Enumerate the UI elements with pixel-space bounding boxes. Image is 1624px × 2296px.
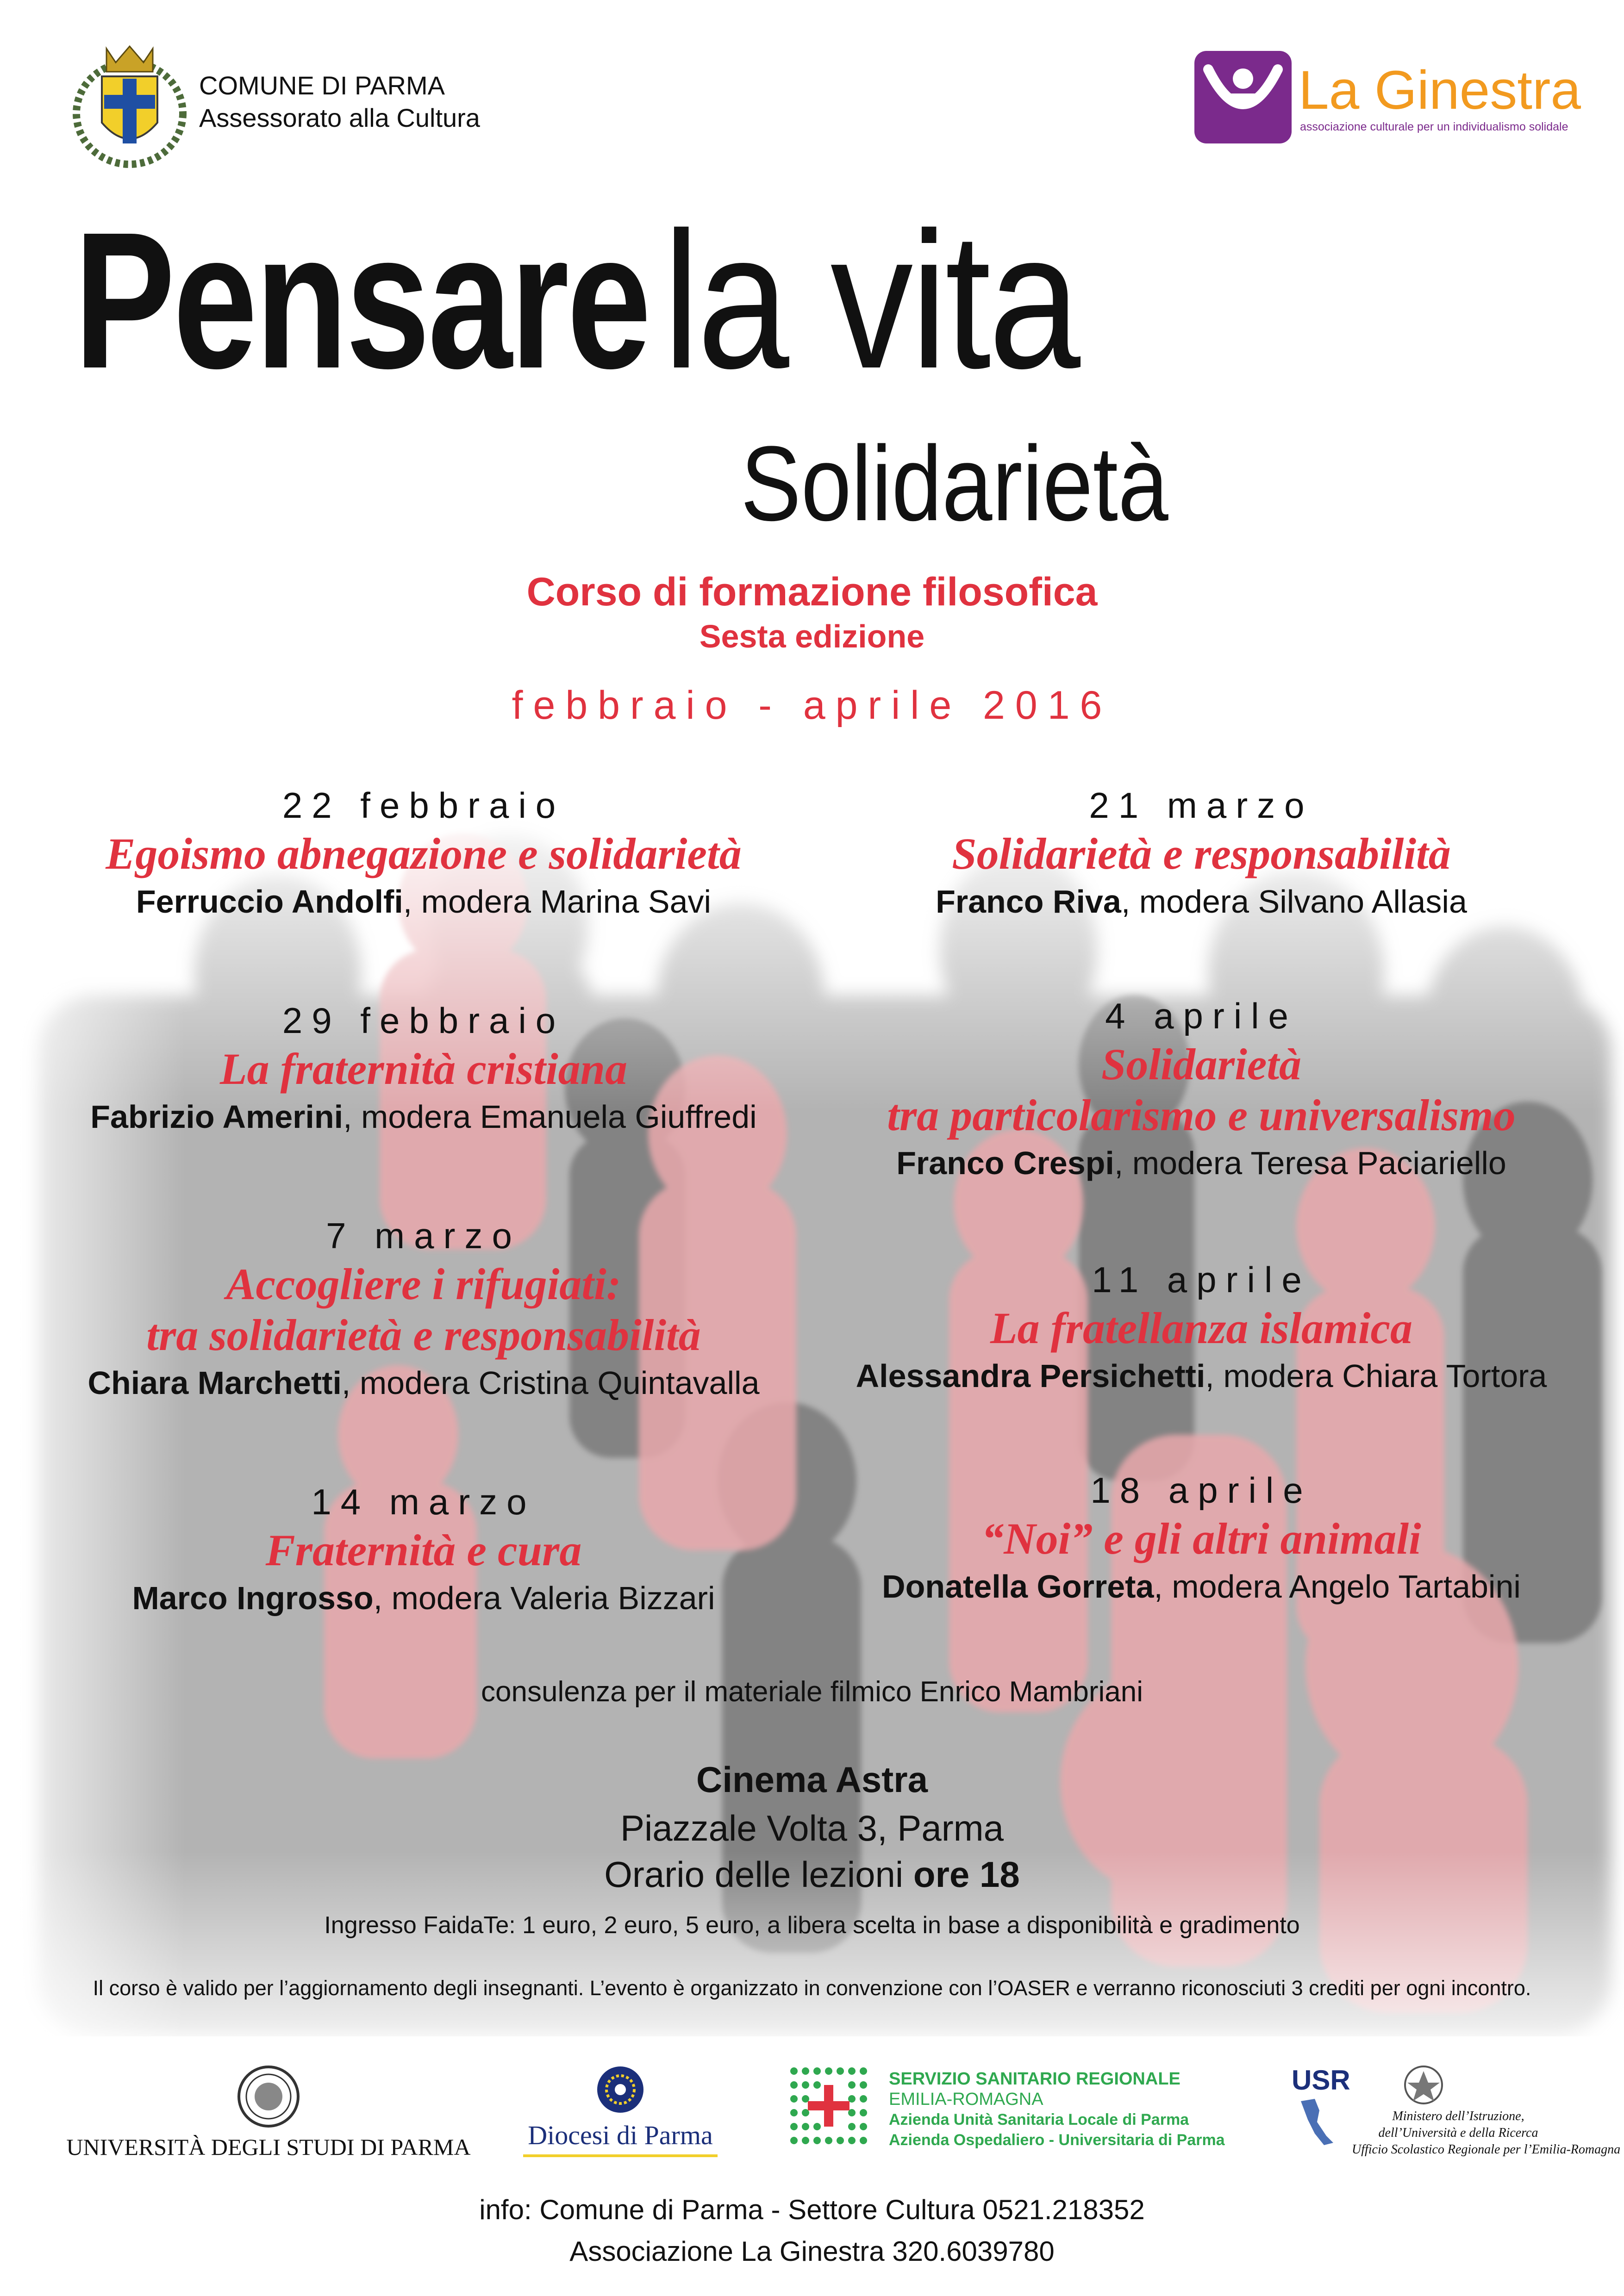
- lesson-time-label: Orario delle lezioni: [604, 1854, 913, 1895]
- page-subtitle: Solidarietà: [741, 424, 1168, 543]
- moderator: , modera Cristina Quintavalla: [341, 1365, 760, 1401]
- lecture-date: 21 marzo: [1089, 785, 1314, 826]
- lecture-left-1: [69, 782, 778, 924]
- usr-line1: Ministero dell’Istruzione,: [1392, 2109, 1524, 2123]
- speaker-name: Ferruccio Andolfi: [136, 884, 403, 920]
- moderator: , modera Marina Savi: [403, 884, 712, 920]
- speaker-name: Chiara Marchetti: [87, 1365, 342, 1401]
- contact-ginestra: Associazione La Ginestra 320.6039780: [569, 2236, 1055, 2267]
- lecture-speaker: [69, 1095, 778, 1139]
- venue-address: Piazzale Volta 3, Parma: [620, 1808, 1004, 1848]
- speaker-name: Donatella Gorreta: [882, 1568, 1154, 1605]
- speaker-name: Fabrizio Amerini: [90, 1099, 344, 1135]
- ginestra-emblem-icon: [1194, 51, 1292, 143]
- lecture-title: Accogliere i rifugiati:: [226, 1259, 621, 1309]
- ssr-line2: EMILIA-ROMAGNA: [889, 2090, 1043, 2109]
- credits-note: Il corso è valido per l’aggiornamento degli insegnanti. L’evento è organizzato in convenzione con l’OASER e verranno riconosciuti 3 crediti per ogni incontro.: [93, 1976, 1531, 2000]
- ssr-logo: [787, 2064, 1250, 2157]
- lecture-right-1: [847, 782, 1555, 924]
- title-word-light: la vita: [663, 192, 1079, 409]
- moderator: , modera Chiara Tortora: [1205, 1358, 1547, 1394]
- university-seal-icon: [236, 2064, 301, 2129]
- comune-name: [199, 69, 480, 134]
- lecture-speaker: [847, 879, 1555, 924]
- speaker-name: Alessandra Persichetti: [856, 1358, 1206, 1394]
- lecture-date: 18 aprile: [1090, 1470, 1312, 1511]
- unipr-logo: [65, 2064, 472, 2160]
- lecture-left-3: [69, 1213, 778, 1405]
- moderator: , modera Valeria Bizzari: [373, 1580, 715, 1616]
- lecture-left-2: [69, 997, 778, 1139]
- lecture-title: Solidarietà e responsabilità: [952, 829, 1451, 878]
- lecture-right-4: [847, 1467, 1555, 1609]
- lecture-date: 4 aprile: [1105, 996, 1298, 1036]
- venue-name: Cinema Astra: [696, 1759, 928, 1800]
- ssr-dots-icon: [787, 2064, 880, 2152]
- lecture-date: 14 marzo: [311, 1481, 536, 1522]
- moderator: , modera Teresa Paciariello: [1114, 1145, 1506, 1181]
- comune-line2: Assessorato alla Cultura: [199, 103, 480, 132]
- unipr-name: UNIVERSITÀ DEGLI STUDI DI PARMA: [66, 2134, 471, 2160]
- lecture-title: Egoismo abnegazione e solidarietà: [106, 829, 742, 878]
- speaker-name: Franco Crespi: [896, 1145, 1114, 1181]
- lecture-speaker: [69, 879, 778, 924]
- diocesi-emblem-icon: [595, 2064, 646, 2115]
- usr-line2: dell’Università e della Ricerca: [1378, 2126, 1538, 2140]
- lecture-left-4: [69, 1479, 778, 1620]
- lecture-title: La fraternità cristiana: [219, 1044, 628, 1094]
- lesson-time-value: ore 18: [913, 1854, 1020, 1895]
- ginestra-name: La Ginestra: [1299, 60, 1581, 121]
- lecture-right-3: [847, 1257, 1555, 1398]
- lecture-date: 11 aprile: [1092, 1259, 1311, 1300]
- moderator: , modera Angelo Tartabini: [1154, 1568, 1521, 1605]
- moderator: , modera Silvano Allasia: [1121, 884, 1467, 920]
- ssr-line1: SERVIZIO SANITARIO REGIONALE: [889, 2069, 1181, 2089]
- diocesi-name: Diocesi di Parma: [528, 2120, 713, 2150]
- moderator: , modera Emanuela Giuffredi: [343, 1099, 757, 1135]
- diocesi-underline: [523, 2154, 718, 2157]
- ssr-line3: Azienda Unità Sanitaria Locale di Parma: [889, 2111, 1189, 2128]
- usr-line3: Ufficio Scolastico Regionale per l’Emilia-Romagna: [1352, 2142, 1621, 2157]
- lecture-speaker: [69, 1361, 778, 1405]
- lecture-speaker: [847, 1141, 1555, 1185]
- speaker-name: Marco Ingrosso: [132, 1580, 374, 1616]
- la-ginestra-logo: [1194, 51, 1581, 143]
- lecture-right-2: [847, 993, 1555, 1185]
- speaker-name: Franco Riva: [936, 884, 1121, 920]
- lecture-date: 22 febbraio: [282, 785, 565, 826]
- ingresso-note: Ingresso FaidaTe: 1 euro, 2 euro, 5 euro, a libera scelta in base a disponibilità e gradimento: [324, 1912, 1300, 1939]
- contact-comune: info: Comune di Parma - Settore Cultura 0521.218352: [479, 2194, 1145, 2225]
- consulenza-note: consulenza per il materiale filmico Enrico Mambriani: [481, 1676, 1143, 1708]
- diocesi-logo: [514, 2064, 727, 2157]
- ginestra-tagline: associazione culturale per un individualismo solidale: [1300, 120, 1568, 133]
- comune-line1: COMUNE DI PARMA: [199, 71, 445, 100]
- course-line1: Corso di formazione filosofica: [526, 570, 1098, 614]
- lecture-title-line2: tra particolarismo e universalismo: [887, 1090, 1516, 1140]
- italian-republic-emblem-icon: [1403, 2064, 1444, 2106]
- lecture-speaker: [847, 1354, 1555, 1398]
- lecture-date: 29 febbraio: [282, 1000, 565, 1041]
- lecture-title: La fratellanza islamica: [990, 1303, 1412, 1353]
- course-period: febbraio - aprile 2016: [512, 683, 1112, 728]
- comune-parma-logo: [69, 39, 190, 169]
- ssr-line4: Azienda Ospedaliero - Universitaria di Parma: [889, 2131, 1225, 2149]
- italy-map-icon: [1292, 2097, 1338, 2152]
- lecture-speaker: [847, 1564, 1555, 1609]
- lesson-time: [0, 1854, 1624, 1896]
- usr-abbr: USR: [1292, 2065, 1350, 2096]
- course-line2: Sesta edizione: [699, 618, 925, 654]
- title-word-bold: Pensare: [74, 192, 650, 409]
- parma-coat-of-arms-icon: [69, 39, 190, 169]
- lecture-title-line2: tra solidarietà e responsabilità: [146, 1310, 701, 1360]
- page-title: [74, 192, 1152, 409]
- lecture-speaker: [69, 1576, 778, 1620]
- usr-logo: [1278, 2064, 1621, 2157]
- lecture-date: 7 marzo: [326, 1215, 521, 1256]
- lecture-title: Solidarietà: [1101, 1039, 1302, 1089]
- lecture-title: Fraternità e cura: [265, 1525, 582, 1575]
- lecture-title: “Noi” e gli altri animali: [981, 1514, 1421, 1563]
